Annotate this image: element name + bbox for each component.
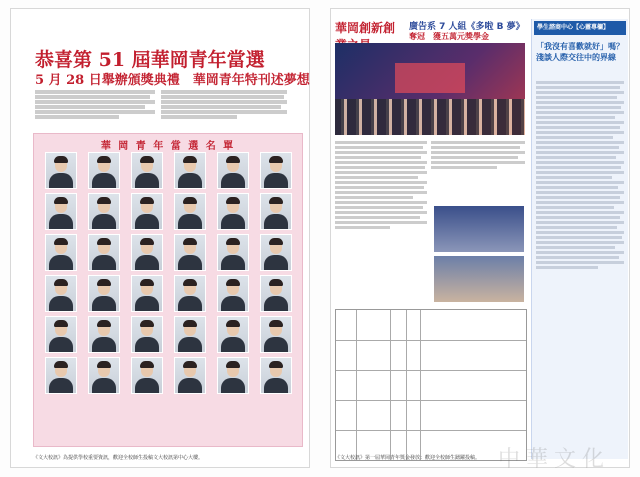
portrait-photo [260, 193, 292, 230]
counseling-column-title: 「我沒有喜歡就好」嗎？淺談人際交往中的界線 [536, 42, 624, 62]
left-running-header [11, 8, 309, 16]
portrait-photo [174, 316, 206, 353]
winner-portrait [85, 357, 122, 394]
portrait-photo [174, 234, 206, 271]
portrait-photo [217, 316, 249, 353]
award-ceremony-photo [433, 205, 525, 253]
portrait-photo [45, 193, 77, 230]
counseling-column-header: 學生諮商中心【心靈專欄】 [534, 21, 626, 35]
counseling-column-body [536, 79, 624, 449]
winners-list-title: 華 岡 青 年 當 選 名 單 [100, 141, 236, 152]
portrait-photo [174, 357, 206, 394]
winner-portrait [214, 234, 251, 271]
portrait-photo [131, 275, 163, 312]
portrait-photo [131, 234, 163, 271]
winner-portrait [85, 152, 122, 189]
left-subheadline: 5 月 28 日舉辦頒獎典禮 華岡青年特刊述夢想 [35, 73, 310, 88]
winner-portrait [171, 275, 208, 312]
portrait-photo [131, 357, 163, 394]
portrait-photo [88, 275, 120, 312]
winner-portrait [85, 193, 122, 230]
portrait-photo [45, 275, 77, 312]
table-divider [420, 310, 423, 460]
winner-portrait [128, 193, 165, 230]
right-headline-red: 華岡創新創 [335, 21, 396, 35]
portrait-photo [260, 275, 292, 312]
table-divider [356, 310, 359, 460]
left-article-col-2 [161, 89, 287, 129]
results-table [335, 309, 527, 461]
portrait-photo [260, 234, 292, 271]
portrait-photo [260, 316, 292, 353]
winner-portrait [128, 152, 165, 189]
table-row [336, 400, 526, 431]
winners-photo-grid [42, 152, 294, 394]
table-row [336, 310, 526, 340]
portrait-photo [45, 316, 77, 353]
winner-portrait [42, 316, 79, 353]
portrait-photo [45, 357, 77, 394]
table-row [336, 340, 526, 371]
winner-portrait [171, 357, 208, 394]
right-article-col-2 [431, 139, 525, 199]
winner-portrait [257, 193, 294, 230]
portrait-photo [217, 275, 249, 312]
left-page [10, 8, 310, 468]
team-cheque-photo [433, 255, 525, 303]
table-divider [406, 310, 409, 460]
watermark: 中華文化 [497, 447, 610, 472]
portrait-photo [260, 357, 292, 394]
counseling-column [531, 19, 628, 459]
right-headline-sub: 奪冠 獲五萬元獎學金 [409, 32, 489, 41]
right-running-header [331, 8, 629, 16]
winner-portrait [42, 275, 79, 312]
table-divider [390, 310, 393, 460]
winner-portrait [257, 316, 294, 353]
winner-portrait [257, 357, 294, 394]
winner-portrait [171, 316, 208, 353]
left-footnote: 《文大校訊》為提供學校重要資訊，歡迎全校師生投稿文大校訊第中心大樓。 [33, 455, 204, 461]
winner-portrait [128, 275, 165, 312]
portrait-photo [174, 275, 206, 312]
winner-portrait [85, 316, 122, 353]
portrait-photo [131, 316, 163, 353]
event-group-photo [335, 43, 525, 135]
portrait-photo [217, 152, 249, 189]
portrait-photo [131, 152, 163, 189]
stage-banner [395, 63, 465, 93]
portrait-photo [217, 357, 249, 394]
portrait-photo [260, 152, 292, 189]
winner-portrait [42, 152, 79, 189]
right-article-col-1 [335, 139, 427, 299]
winner-portrait [42, 193, 79, 230]
portrait-photo [174, 193, 206, 230]
winner-portrait [85, 234, 122, 271]
portrait-photo [88, 234, 120, 271]
winner-portrait [128, 234, 165, 271]
portrait-photo [45, 152, 77, 189]
table-row [336, 370, 526, 401]
portrait-photo [217, 193, 249, 230]
winner-portrait [257, 275, 294, 312]
right-footnote: 《文大校訊》第一屆華岡青年獎金發放：歡迎全校師生踴躍投稿。 [335, 455, 481, 461]
winner-portrait [257, 234, 294, 271]
portrait-photo [217, 234, 249, 271]
portrait-photo [131, 193, 163, 230]
winner-portrait [128, 316, 165, 353]
crowd-figures [335, 99, 525, 135]
portrait-photo [45, 234, 77, 271]
winner-portrait [171, 193, 208, 230]
winner-portrait [214, 357, 251, 394]
left-article-col-1 [35, 89, 155, 129]
winner-portrait [171, 152, 208, 189]
winner-portrait [214, 152, 251, 189]
winner-portrait [257, 152, 294, 189]
right-headline-blue: 廣告系 7 人組《多啦 B 夢》 [409, 22, 525, 32]
portrait-photo [88, 193, 120, 230]
winner-portrait [214, 316, 251, 353]
winner-portrait [42, 357, 79, 394]
right-page [330, 8, 630, 468]
winner-portrait [214, 275, 251, 312]
winner-portrait [214, 193, 251, 230]
winners-list-box [33, 133, 303, 447]
portrait-photo [174, 152, 206, 189]
winner-portrait [128, 357, 165, 394]
portrait-photo [88, 357, 120, 394]
left-headline: 恭喜第 51 屆華岡青年當選 [35, 49, 265, 71]
portrait-photo [88, 152, 120, 189]
portrait-photo [88, 316, 120, 353]
winner-portrait [42, 234, 79, 271]
winner-portrait [85, 275, 122, 312]
winner-portrait [171, 234, 208, 271]
